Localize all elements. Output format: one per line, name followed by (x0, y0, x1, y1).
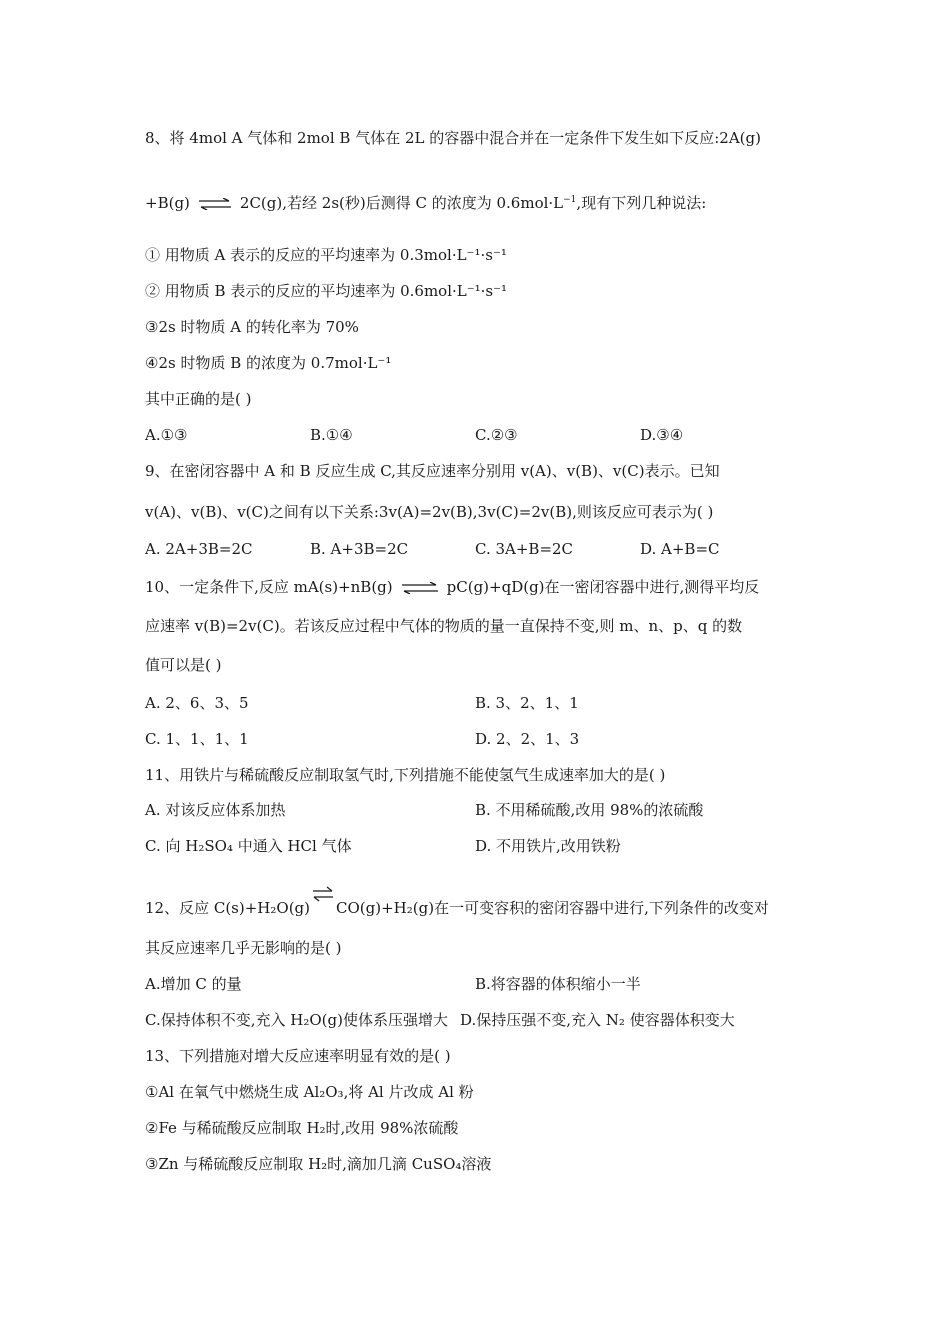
q8-option-d[interactable]: D.③④ (640, 426, 684, 444)
q8-stem-line1: 8、将 4mol A 气体和 2mol B 气体在 2L 的容器中混合并在一定条件下发生如下反应:2A(g) (145, 129, 761, 147)
q12-reactants: 12、反应 C(s)+H₂O(g) (145, 899, 311, 917)
q9-option-a[interactable]: A. 2A+3B=2C (145, 540, 253, 558)
q12-option-c[interactable]: C.保持体积不变,充入 H₂O(g)使体系压强增大 (145, 1011, 448, 1029)
q13-stem: 13、下列措施对增大反应速率明显有效的是( ) (145, 1047, 451, 1065)
q10-stem-line1 (145, 577, 759, 597)
q10-option-c[interactable]: C. 1、1、1、1 (145, 730, 249, 748)
q8-unit-superscript: −1 (563, 195, 577, 205)
q13-statement-1: ①Al 在氧气中燃烧生成 Al₂O₃,将 Al 片改成 Al 粉 (145, 1083, 474, 1101)
equilibrium-arrow-icon (401, 582, 439, 594)
q12-option-a[interactable]: A.增加 C 的量 (145, 975, 242, 993)
q8-question: 其中正确的是( ) (145, 390, 252, 408)
q10-stem-line2: 应速率 v(B)=2v(C)。若该反应过程中气体的物质的量一直保持不变,则 m、n、p、q 的数 (145, 617, 743, 635)
q9-option-b[interactable]: B. A+3B=2C (310, 540, 409, 558)
q12-products: CO(g)+H₂(g)在一可变容积的密闭容器中进行,下列条件的改变对 (336, 899, 769, 917)
q10-stem-line3: 值可以是( ) (145, 656, 222, 674)
equilibrium-arrow-icon (198, 198, 232, 210)
q10-option-d[interactable]: D. 2、2、1、3 (475, 730, 580, 748)
q13-statement-3: ③Zn 与稀硫酸反应制取 H₂时,滴加几滴 CuSO₄溶液 (145, 1155, 492, 1173)
q11-option-a[interactable]: A. 对该反应体系加热 (145, 801, 286, 819)
q10-reactants: 10、一定条件下,反应 mA(s)+nB(g) (145, 578, 393, 596)
q8-reactant-b: +B(g) (145, 194, 190, 212)
q10-products: pC(g)+qD(g)在一密闭容器中进行,测得平均反 (446, 578, 760, 596)
q8-statement-4: ④2s 时物质 B 的浓度为 0.7mol·L⁻¹ (145, 354, 392, 372)
q10-option-b[interactable]: B. 3、2、1、1 (475, 694, 579, 712)
q10-option-a[interactable]: A. 2、6、3、5 (145, 694, 249, 712)
q12-stem-line1 (145, 885, 769, 918)
q8-statement-3: ③2s 时物质 A 的转化率为 70% (145, 318, 359, 336)
q11-option-b[interactable]: B. 不用稀硫酸,改用 98%的浓硫酸 (475, 801, 704, 819)
q11-stem: 11、用铁片与稀硫酸反应制取氢气时,下列措施不能使氢气生成速率加大的是( ) (145, 766, 666, 784)
q8-stem-line2 (145, 190, 706, 213)
q8-statement-2: ② 用物质 B 表示的反应的平均速率为 0.6mol·L⁻¹·s⁻¹ (145, 282, 508, 300)
q8-statement-1: ① 用物质 A 表示的反应的平均速率为 0.3mol·L⁻¹·s⁻¹ (145, 246, 507, 264)
q8-option-c[interactable]: C.②③ (475, 426, 518, 444)
q13-statement-2: ②Fe 与稀硫酸反应制取 H₂时,改用 98%浓硫酸 (145, 1119, 459, 1137)
q9-stem-line1: 9、在密闭容器中 A 和 B 反应生成 C,其反应速率分别用 v(A)、v(B)、v(C)表示。已知 (145, 462, 720, 480)
q11-option-d[interactable]: D. 不用铁片,改用铁粉 (475, 837, 621, 855)
q12-option-d[interactable]: D.保持压强不变,充入 N₂ 使容器体积变大 (460, 1011, 735, 1029)
q12-stem-line2: 其反应速率几乎无影响的是( ) (145, 939, 342, 957)
q12-option-b[interactable]: B.将容器的体积缩小一半 (475, 975, 641, 993)
q8-product: 2C(g),若经 2s(秒)后测得 C 的浓度为 0.6mol·L (239, 194, 564, 212)
q11-option-c[interactable]: C. 向 H₂SO₄ 中通入 HCl 气体 (145, 837, 352, 855)
q9-option-d[interactable]: D. A+B=C (640, 540, 720, 558)
equilibrium-arrow-icon (312, 885, 334, 905)
q8-stem-tail: ,现有下列几种说法: (576, 194, 707, 212)
q8-option-a[interactable]: A.①③ (145, 426, 188, 444)
q9-option-c[interactable]: C. 3A+B=2C (475, 540, 574, 558)
q9-stem-line2: v(A)、v(B)、v(C)之间有以下关系:3v(A)=2v(B),3v(C)=2v(B),则该反应可表示为( ) (145, 503, 714, 521)
q8-option-b[interactable]: B.①④ (310, 426, 353, 444)
